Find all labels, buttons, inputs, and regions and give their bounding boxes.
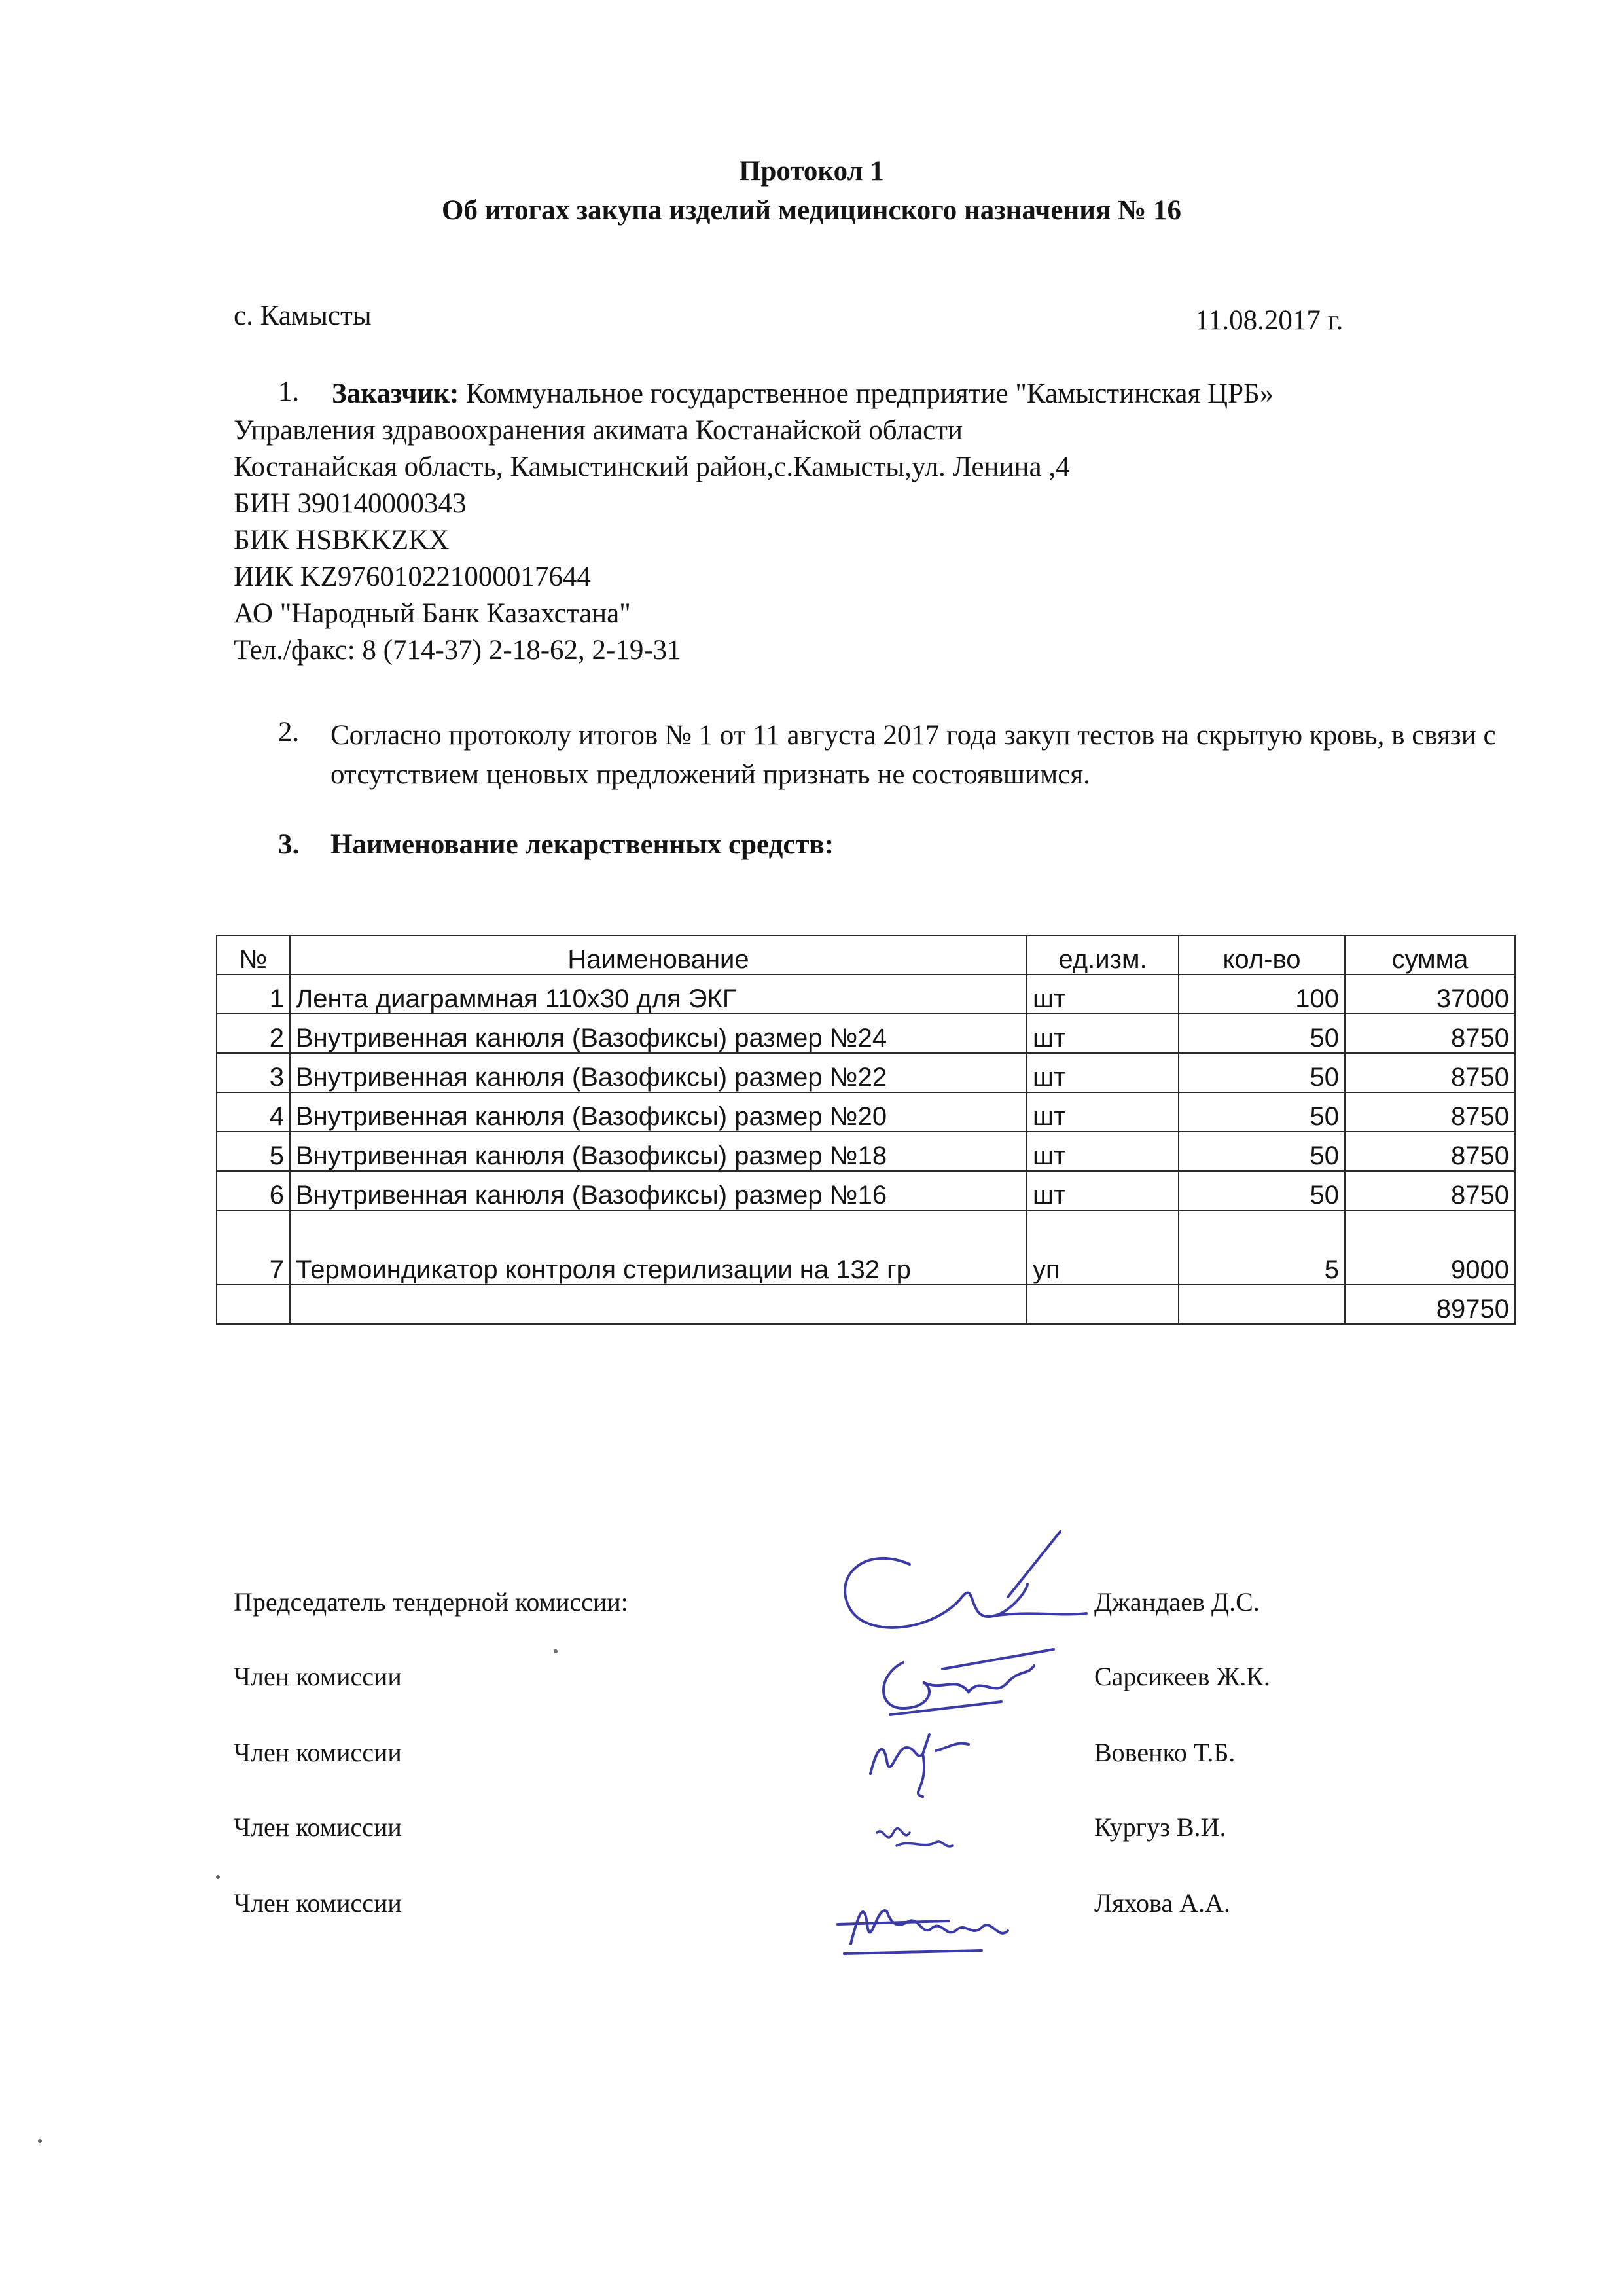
handwritten-signature (870, 1813, 962, 1865)
handwritten-signature (857, 1721, 988, 1800)
customer-line: Костанайская область, Камыстинский район,с.Камысты,ул. Ленина ,4 (234, 452, 1070, 482)
table-header-row (217, 935, 1515, 975)
customer-block (234, 376, 1543, 669)
scan-speck (38, 2139, 42, 2143)
cell-name: Лента диаграммная 110х30 для ЭКГ (290, 975, 1027, 1014)
cell-quantity: 100 (1179, 975, 1345, 1014)
cell-unit: шт (1027, 1053, 1179, 1092)
title-line-2: Об итогах закупа изделий медицинского назначения № 16 (442, 195, 1181, 226)
signature-role: Член комиссии (234, 1812, 402, 1842)
handwritten-signature (864, 1636, 1060, 1728)
cell-number: 3 (217, 1053, 290, 1092)
customer-label: Заказчик: (332, 378, 459, 409)
cell-empty (1027, 1285, 1179, 1324)
handwritten-signature (831, 1885, 1027, 1970)
document-title (0, 152, 1623, 230)
cell-sum: 8750 (1345, 1014, 1515, 1053)
customer-line: БИН 390140000343 (234, 488, 467, 519)
cell-quantity: 50 (1179, 1053, 1345, 1092)
cell-quantity: 5 (1179, 1210, 1345, 1285)
cell-quantity: 50 (1179, 1092, 1345, 1132)
cell-number: 2 (217, 1014, 290, 1053)
cell-quantity: 50 (1179, 1014, 1345, 1053)
cell-empty (290, 1285, 1027, 1324)
cell-unit: шт (1027, 1014, 1179, 1053)
section-3-heading: Наименование лекарственных средств: (330, 829, 834, 860)
cell-name: Внутривенная канюля (Вазофиксы) размер №18 (290, 1132, 1027, 1171)
cell-empty (1179, 1285, 1345, 1324)
cell-sum: 8750 (1345, 1132, 1515, 1171)
signature-name: Вовенко Т.Б. (1094, 1738, 1236, 1767)
items-table (216, 935, 1516, 1325)
customer-line: Управления здравоохранения акимата Костанайской области (234, 415, 963, 446)
section-1-number: 1. (278, 376, 300, 407)
table-row (217, 1053, 1515, 1092)
cell-sum: 37000 (1345, 975, 1515, 1014)
signature-role: Председатель тендерной комиссии: (234, 1587, 628, 1617)
cell-sum: 8750 (1345, 1053, 1515, 1092)
cell-number: 4 (217, 1092, 290, 1132)
cell-number: 1 (217, 975, 290, 1014)
cell-sum: 9000 (1345, 1210, 1515, 1285)
section-2-text: Согласно протоколу итогов № 1 от 11 августа 2017 года закуп тестов на скрытую кровь, в связи с отсутствием ценовых предложений признать не состоявшимся. (330, 720, 1496, 790)
header-unit: ед.изм. (1027, 935, 1179, 975)
customer-line: БИК HSBKKZKX (234, 525, 450, 556)
cell-name: Термоиндикатор контроля стерилизации на 132 гр (290, 1210, 1027, 1285)
cell-unit: шт (1027, 975, 1179, 1014)
cell-sum: 8750 (1345, 1171, 1515, 1210)
cell-unit: шт (1027, 1092, 1179, 1132)
customer-line: ИИК KZ976010221000017644 (234, 562, 591, 592)
cell-number: 7 (217, 1210, 290, 1285)
table-row (217, 1171, 1515, 1210)
document-date: 11.08.2017 г. (1195, 305, 1344, 336)
signature-name: Ляхова А.А. (1094, 1888, 1230, 1918)
signature-role: Член комиссии (234, 1888, 402, 1918)
signature-role: Член комиссии (234, 1662, 402, 1691)
customer-line: Тел./факс: 8 (714-37) 2-18-62, 2-19-31 (234, 635, 681, 666)
header-sum: сумма (1345, 935, 1515, 975)
handwritten-signature (812, 1518, 1099, 1649)
cell-quantity: 50 (1179, 1132, 1345, 1171)
cell-name: Внутривенная канюля (Вазофиксы) размер №24 (290, 1014, 1027, 1053)
section-2-number: 2. (278, 717, 300, 747)
section-3-number: 3. (278, 829, 300, 860)
scan-speck (216, 1875, 220, 1879)
signature-name: Кургуз В.И. (1094, 1812, 1226, 1842)
customer-name: Коммунальное государственное предприятие "Камыстинская ЦРБ» (459, 378, 1274, 409)
cell-sum: 8750 (1345, 1092, 1515, 1132)
table-row (217, 1092, 1515, 1132)
customer-first-line (234, 376, 1543, 412)
cell-unit: шт (1027, 1171, 1179, 1210)
table-row (217, 975, 1515, 1014)
header-number: № (217, 935, 290, 975)
cell-unit: шт (1027, 1132, 1179, 1171)
cell-unit: уп (1027, 1210, 1179, 1285)
scan-speck (554, 1649, 558, 1653)
cell-name: Внутривенная канюля (Вазофиксы) размер №22 (290, 1053, 1027, 1092)
header-name: Наименование (290, 935, 1027, 975)
table-row (217, 1014, 1515, 1053)
signature-name: Сарсикеев Ж.К. (1094, 1662, 1270, 1691)
signature-role: Член комиссии (234, 1738, 402, 1767)
title-line-1: Протокол 1 (739, 156, 884, 187)
header-quantity: кол-во (1179, 935, 1345, 975)
table-total-row (217, 1285, 1515, 1324)
cell-quantity: 50 (1179, 1171, 1345, 1210)
table-row (217, 1210, 1515, 1285)
place-name: с. Камысты (234, 300, 372, 331)
cell-number: 6 (217, 1171, 290, 1210)
cell-number: 5 (217, 1132, 290, 1171)
customer-line: АО "Народный Банк Казахстана" (234, 598, 631, 629)
cell-name: Внутривенная канюля (Вазофиксы) размер №20 (290, 1092, 1027, 1132)
signature-name: Джандаев Д.С. (1094, 1587, 1260, 1617)
cell-name: Внутривенная канюля (Вазофиксы) размер №16 (290, 1171, 1027, 1210)
table-row (217, 1132, 1515, 1171)
cell-empty (217, 1285, 290, 1324)
cell-total: 89750 (1345, 1285, 1515, 1324)
